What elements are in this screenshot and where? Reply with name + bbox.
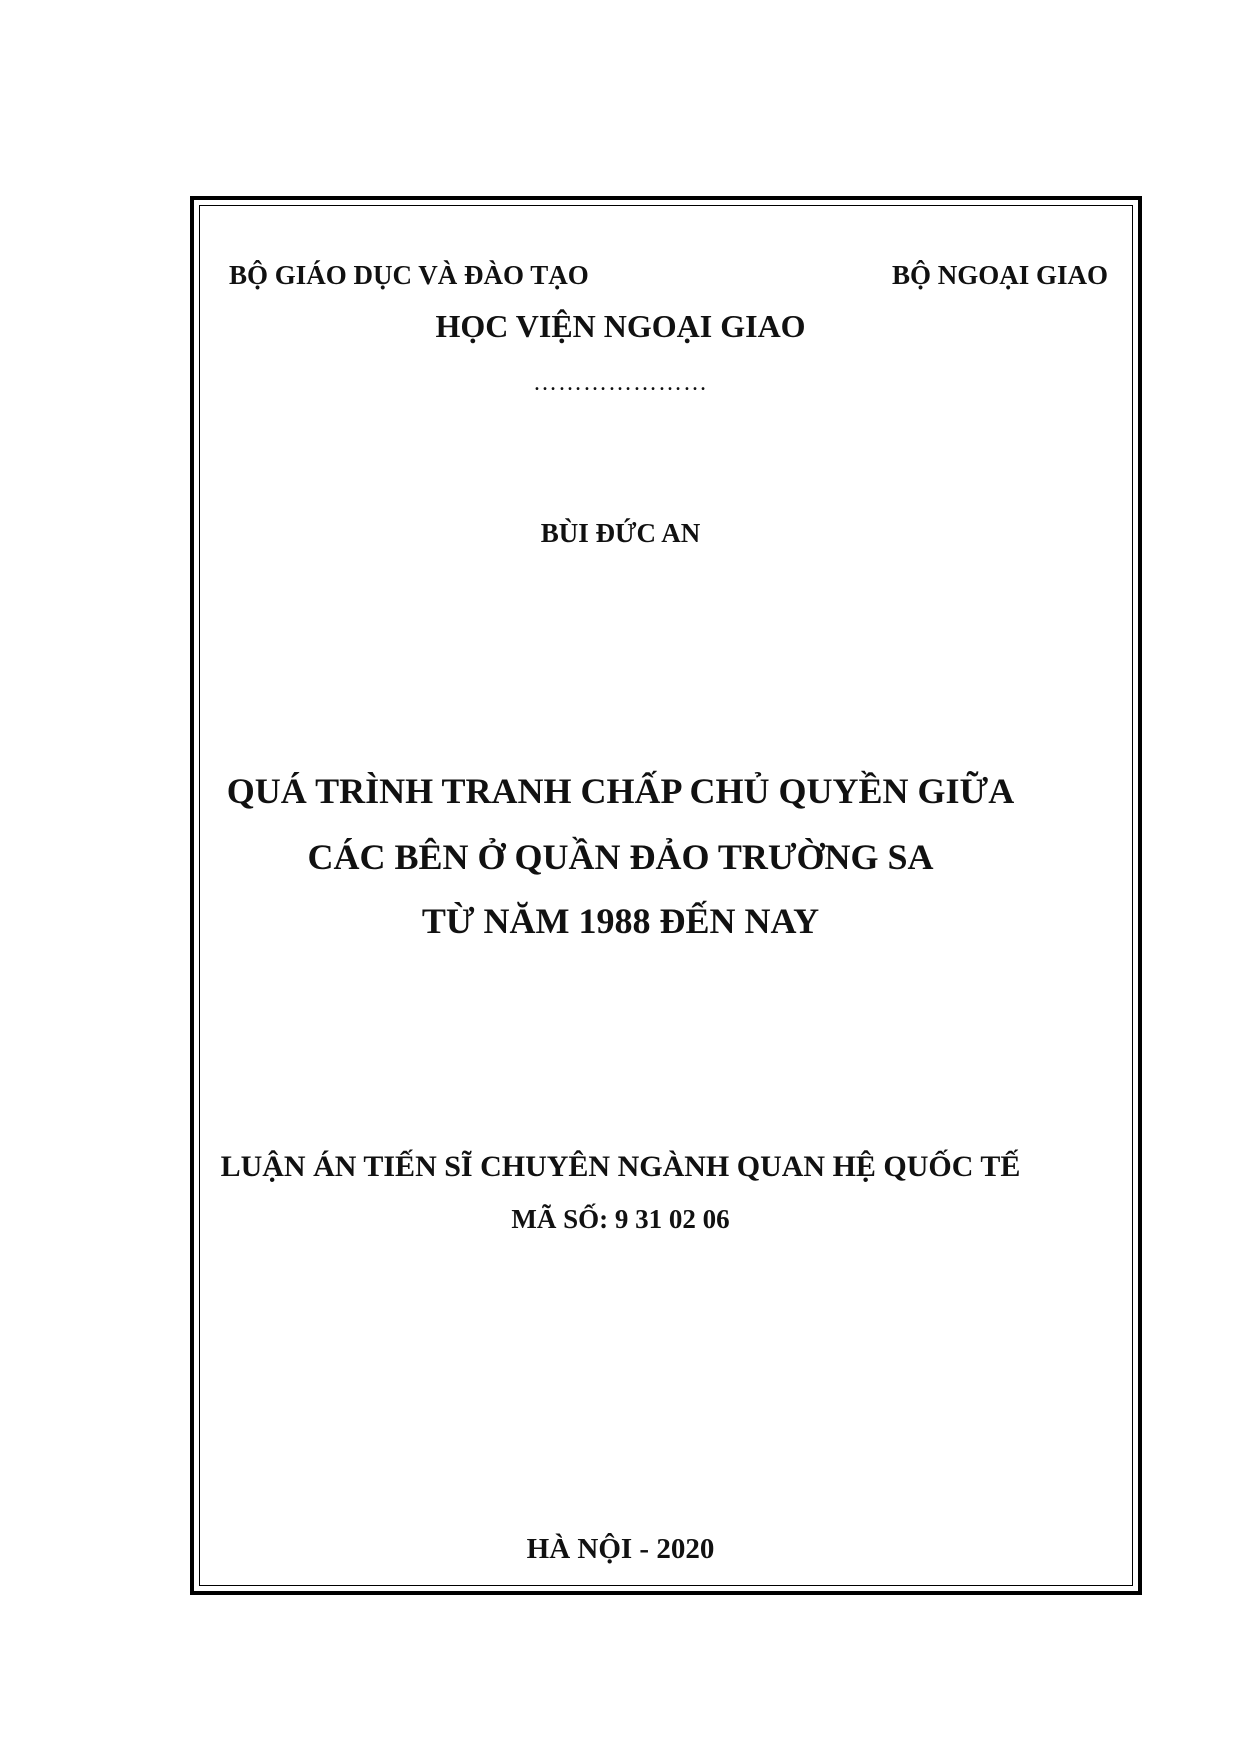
specialization-code: MÃ SỐ: 9 31 02 06: [511, 1204, 730, 1234]
thesis-title-line-2: CÁC BÊN Ở QUẦN ĐẢO TRƯỜNG SA: [307, 837, 934, 877]
thesis-title-line-1: QUÁ TRÌNH TRANH CHẤP CHỦ QUYỀN GIỮA: [226, 771, 1015, 811]
degree-specialization: LUẬN ÁN TIẾN SĨ CHUYÊN NGÀNH QUAN HỆ QUỐC TẾ: [220, 1150, 1021, 1183]
header-separator: …………………: [533, 370, 708, 396]
place-and-year: HÀ NỘI - 2020: [526, 1533, 715, 1565]
thesis-title-line-3: TỪ NĂM 1988 ĐẾN NAY: [421, 901, 820, 941]
author-name: BÙI ĐỨC AN: [540, 518, 701, 548]
ministry-foreign-affairs-heading: BỘ NGOẠI GIAO: [891, 260, 1108, 290]
ministry-education-heading: BỘ GIÁO DỤC VÀ ĐÀO TẠO: [229, 260, 589, 290]
academy-heading: HỌC VIỆN NGOẠI GIAO: [435, 308, 806, 344]
page-border-inner: [199, 205, 1133, 1586]
